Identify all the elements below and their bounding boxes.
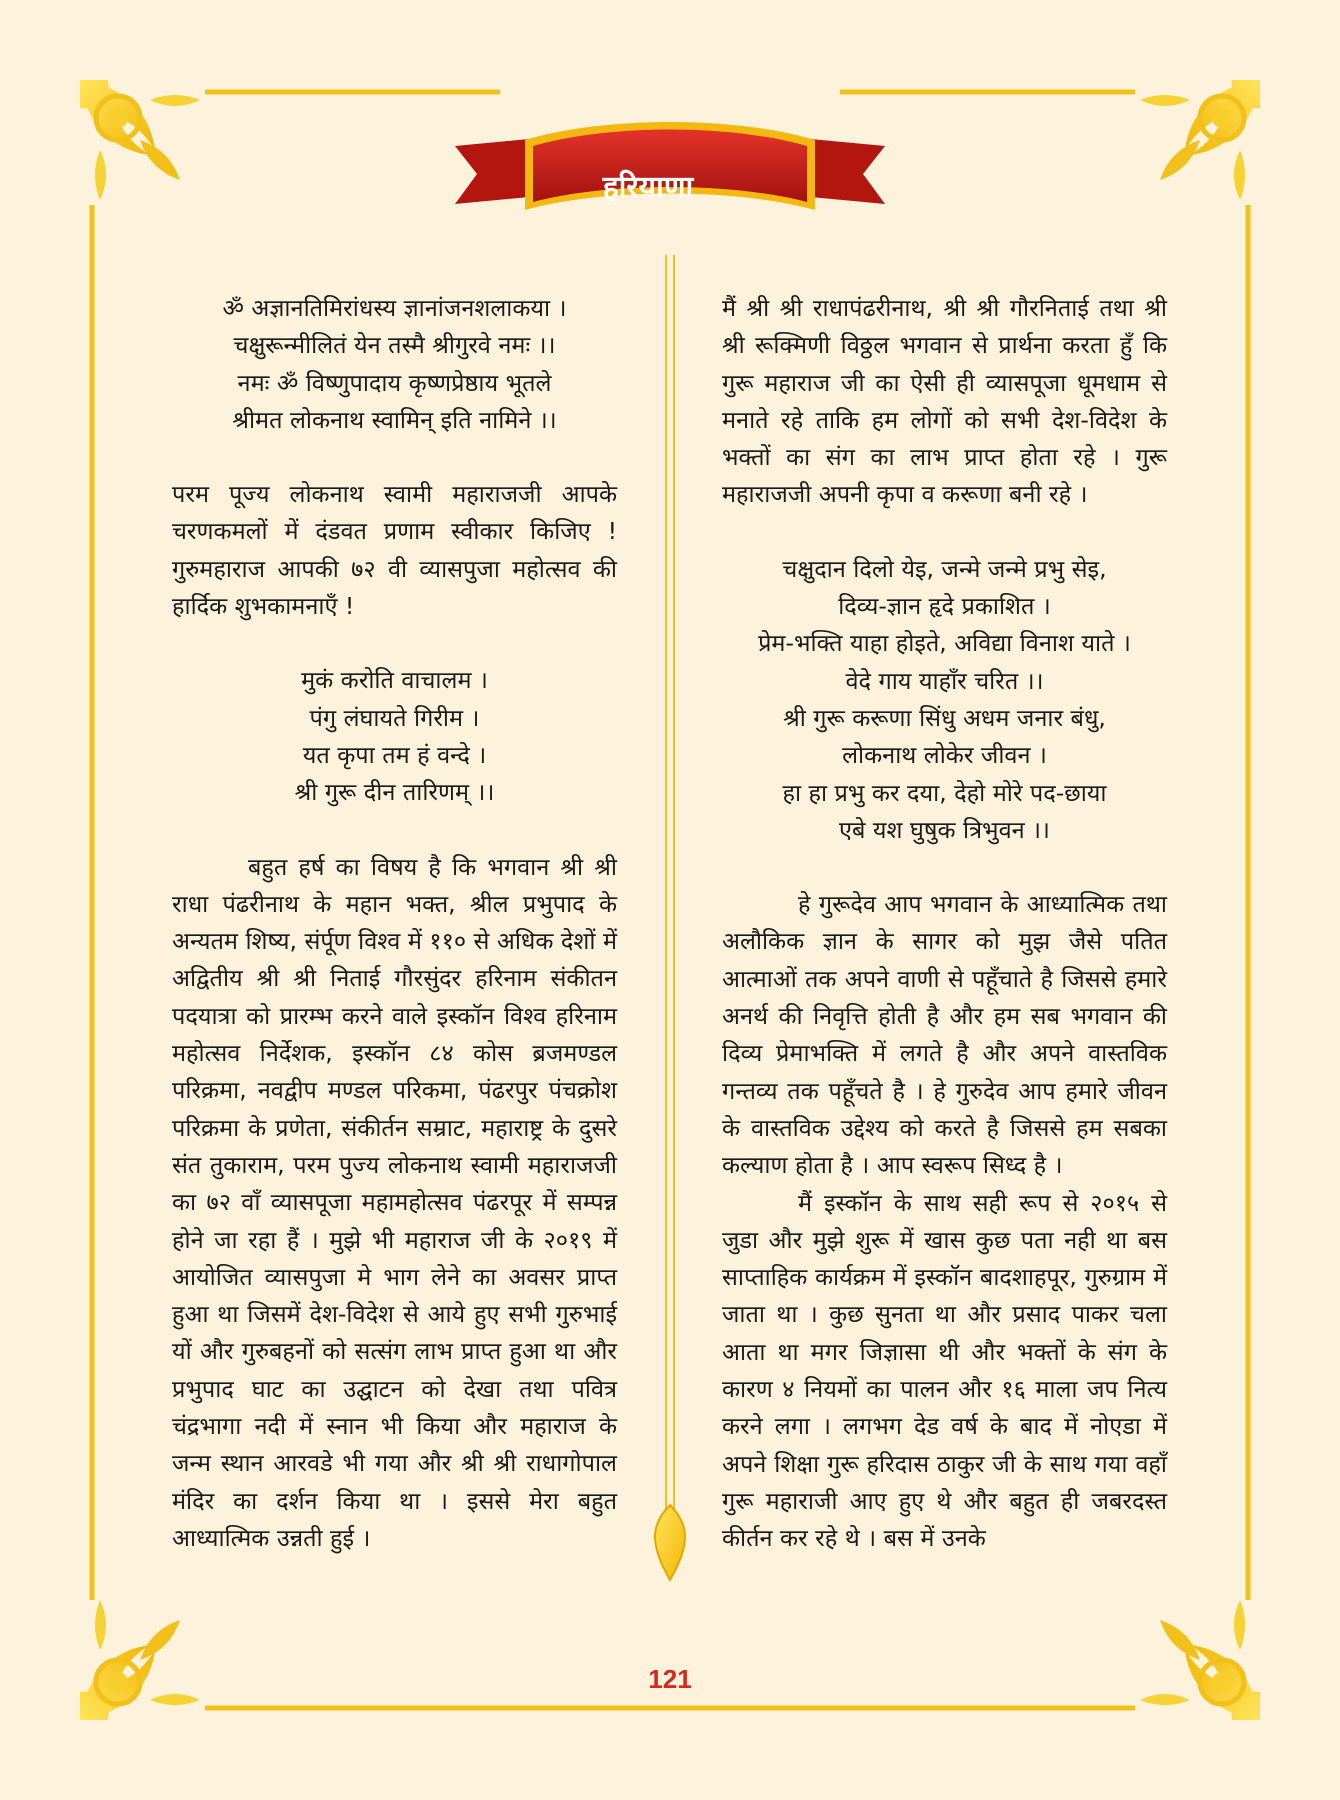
verse-line: पंगु लंघायते गिरीम । [309,703,480,732]
verse-line: हा हा प्रभु कर दया, देहो मोरे पद-छाया [782,778,1107,807]
verse-line: एबे यश घुषुक त्रिभुवन ।। [839,815,1050,844]
verse-line: मुकं करोति वाचालम । [301,666,488,695]
verse-line: श्री गुरू दीन तारिणम् ।। [294,778,495,807]
left-column [172,290,617,1557]
verse-line: श्रीमत लोकनाथ स्वामिन् इति नामिने ।। [232,405,557,434]
body-paragraph: मैं इस्कॉन के साथ सही रूप से २०१५ से जुडा और मुझे शुरू में खास कुछ पता नही था बस साप्ताहिक कार्यक्रम में इस्कॉन बादशाहपूर, गुरुग्राम में जाता था । कुछ सुनता था और प्रसाद पाकर चला आता था मगर जिज्ञासा थी और भक्तों के संग के कारण ४ नियमों का पालन और १६ माला जप नित्य करने लगा । लगभग देड वर्ष के बाद में नोएडा में अपने शिक्षा गुरू हरिदास ठाकुर जी के साथ गया वहाँ गुरू महाराजी आए हुए थे और बहुत ही जबरदस्त कीर्तन कर रहे थे । बस में उनके [722,1188,1167,1553]
verse-line: यत कृपा तम हं वन्दे । [302,740,487,769]
verse-line: वेदे गाय याहाँर चरित ।। [845,666,1044,695]
body-paragraph: हे गुरूदेव आप भगवान के आध्यात्मिक तथा अलौकिक ज्ञान के सागर को मुझ जैसे पतित आत्माओं तक अपने वाणी से पहूँचाते है जिससे हमारे अनर्थ की निवृत्ति होती है और हम सब भगवान की दिव्य प्रेमाभक्ति में लगते है और अपने वास्तविक गन्तव्य तक पहूँचते है । हे गुरुदेव आप हमारे जीवन के वास्तविक उद्देश्य को करते है जिससे हम सबका कल्याण होता है । आप स्वरूप सिध्द है । [722,890,1167,1180]
greeting-paragraph: परम पूज्य लोकनाथ स्वामी महाराजजी आपके चरणकमलों में दंडवत प्रणाम स्वीकार किजिए ! गुरुमहाराज आपकी ७२ वी व्यासपुजा महोत्सव की हार्दिक शुभकामनाएँ ! [172,480,617,621]
verse-line: दिव्य-ज्ञान हृदे प्रकाशित । [838,592,1051,621]
verse-line: चक्षुदान दिलो येइ, जन्मे जन्मे प्रभु सेइ, [782,554,1107,583]
verse-line: नमः ॐ विष्णुपादाय कृष्णप्रेष्ठाय भूतले [237,368,552,397]
page-number: 121 [648,1664,692,1694]
page-title: हरियाणा [602,170,694,205]
verse-line: लोकनाथ लोकेर जीवन । [842,741,1047,770]
verse-line: चक्षुरून्मीलितं येन तस्मै श्रीगुरवे नमः ।। [233,331,556,360]
right-column [722,290,1167,1558]
verse-line: श्री गुरू करूणा सिंधु अधम जनार बंधु, [783,703,1106,732]
body-paragraph: बहुत हर्ष का विषय है कि भगवान श्री श्री राधा पंढरीनाथ के महान भक्त, श्रील प्रभुपाद के अन्यतम शिष्य, संर्पूण विश्व में ११० से अधिक देशों में अद्वितीय श्री श्री निताई गौरसुंदर हरिनाम संकीतन पदयात्रा को प्रारम्भ करने वाले इस्कॉन विश्व हरिनाम महोत्सव निर्देशक, इस्कॉन ८४ कोस ब्रजमण्डल परिक्रमा, नवद्वीप मण्डल परिकमा, पंढरपुर पंचक्रोश परिक्रमा के प्रणेता, संकीर्तन सम्राट, महाराष्ट्र के दुसरे संत तुकाराम, परम पुज्य लोकनाथ स्वामी महाराजजी का ७२ वाँ व्यासपूजा महामहोत्सव पंढरपूर में सम्पन्न होने जा रहा हैं । मुझे भी महाराज जी के २०१९ में आयोजित व्यासपुजा मे भाग लेने का अवसर प्राप्त हुआ था जिसमें देश-विदेश से आये हुए सभी गुरुभाई यों और गुरुबहनों को सत्संग लाभ प्राप्त हुआ था और प्रभुपाद घाट का उद्घाटन को देखा तथा पवित्र चंद्रभागा नदी में स्नान भी किया और महाराज के जन्म स्थान आरवडे भी गया और श्री श्री राधागोपाल मंदिर का दर्शन किया था । इससे मेरा बहुत आध्यात्मिक उन्नती हुई । [172,852,617,1552]
prayer-paragraph: मैं श्री श्री राधापंढरीनाथ, श्री श्री गौरनिताई तथा श्री श्री रूक्मिणी विठ्ठल भगवान से प्रार्थना करता हुँ कि गुरू महाराज जी का ऐसी ही व्यासपूजा धूमधाम से मनाते रहे ताकि हम लोगों को सभी देश-विदेश के भक्तों का संग का लाभ प्राप्त होता रहे । गुरू महाराजजी अपनी कृपा व करूणा बनी रहे । [722,294,1167,509]
verse-line: प्रेम-भक्ति याहा होइते, अविद्या विनाश याते । [758,629,1131,658]
verse-line: ॐ अज्ञानतिमिरांधस्य ज्ञानांजनशलाकया । [222,294,567,322]
